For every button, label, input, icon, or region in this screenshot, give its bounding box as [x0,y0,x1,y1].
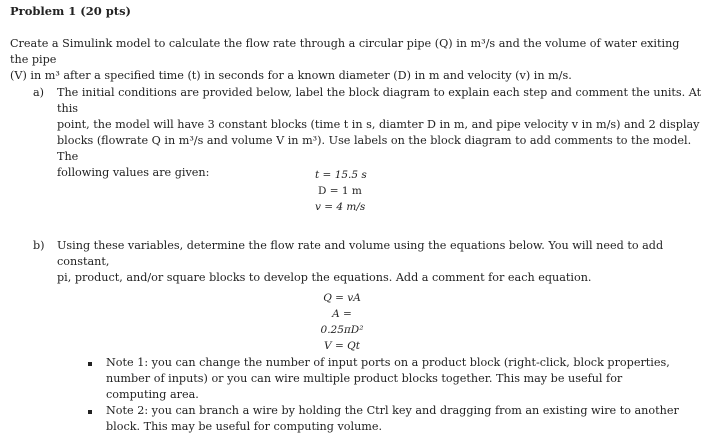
note-line: block. This may be useful for computing volume. [106,420,383,433]
note-line: Note 2: you can branch a wire by holding the Ctrl key and dragging from an existing wire to another [106,404,679,417]
bullet-icon [88,410,92,414]
part-b-label: b) [33,239,45,252]
part-b-line: pi, product, and/or square blocks to develop the equations. Add a comment for each equation. [57,271,592,284]
intro-line: Create a Simulink model to calculate the flow rate through a circular pipe (Q) in m³/s and the volume of water exiting the pipe [10,37,680,66]
part-b-line: Using these variables, determine the flow rate and volume using the equations below. You will need to add constant, [57,239,664,268]
problem-title: Problem 1 (20 pts) [10,4,131,18]
part-a-line: following values are given: [57,166,210,179]
given-d: D = 1 m [318,185,362,197]
note-line: Note 1: you can change the number of input ports on a product block (right-click, block properties, [106,356,670,369]
note-2 [106,403,701,435]
bullet-icon [88,362,92,366]
given-t: t = 15.5 s [315,169,367,181]
equation-q: Q = vA [323,292,361,304]
equations [312,290,372,354]
part-a-label: a) [33,86,45,99]
equation-a: A = 0.25πD² [320,308,364,336]
note-line: computing area. [106,388,199,401]
part-b-text [57,238,702,286]
note-1 [106,355,701,403]
part-a-line: The initial conditions are provided below, label the block diagram to explain each step and comment the units. At this [57,86,702,115]
given-v: v = 4 m/s [315,201,366,213]
part-a-text [57,85,702,181]
given-values [315,167,367,215]
note-line: number of inputs) or you can wire multiple product blocks together. This may be useful for [106,372,623,385]
intro-paragraph [10,36,700,84]
part-a-line: blocks (flowrate Q in m³/s and volume V in m³). Use labels on the block diagram to add comments to the model. The [57,134,692,163]
equation-v: V = Qt [324,340,360,352]
intro-line: (V) in m³ after a specified time (t) in seconds for a known diameter (D) in m and velocity (v) in m/s. [10,69,572,82]
part-a-line: point, the model will have 3 constant blocks (time t in s, diamter D in m, and pipe velocity v in m/s) and 2 display [57,118,700,131]
